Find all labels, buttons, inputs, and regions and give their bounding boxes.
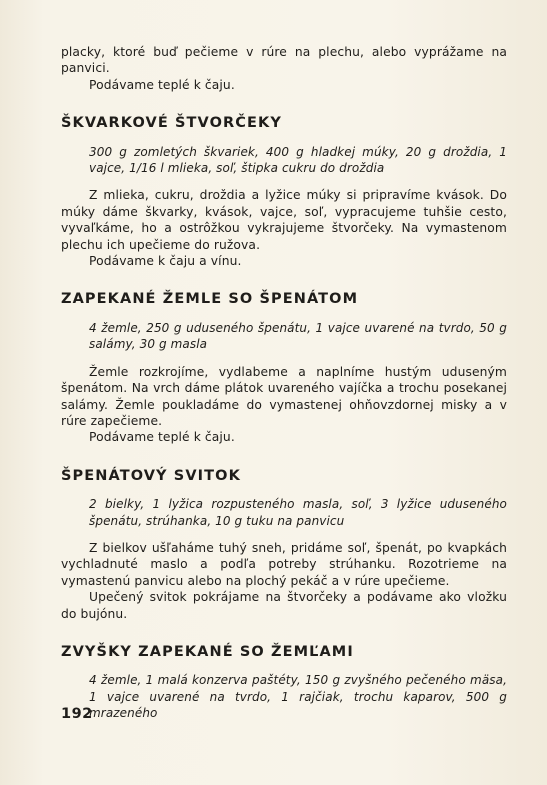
instructions-paragraph: Upečený svitok pokrájame na štvorčeky a podávame ako vložku do bujónu.: [61, 590, 507, 621]
recipe-skvarkove-stvorceky: [61, 115, 507, 269]
recipe-title: ZAPEKANÉ ŽEMLE SO ŠPENÁTOM: [61, 291, 359, 308]
page-number: 192: [61, 706, 93, 722]
ingredients-list: 2 bielky, 1 lyžica rozpusteného masla, soľ, 3 lyžice uduseného špenátu, strúhanka, 10 g tuku na panvicu: [89, 497, 507, 528]
serving-note: Podávame teplé k čaju.: [89, 77, 235, 92]
recipe-zvysky-zapekane: [61, 644, 507, 722]
ingredients-list: 4 žemle, 250 g uduseného špenátu, 1 vajce uvarené na tvrdo, 50 g salámy, 30 g masla: [89, 320, 507, 352]
recipe-title: ŠKVARKOVÉ ŠTVORČEKY: [61, 115, 282, 132]
recipe-zapekane-zemle: [61, 291, 507, 445]
recipe-title: ZVYŠKY ZAPEKANÉ SO ŽEMĽAMI: [61, 643, 354, 660]
continuation-text: placky, ktoré buď pečieme v rúre na plechu, alebo vyprážame na panvici.: [61, 45, 507, 76]
instructions-paragraph: Žemle rozkrojíme, vydlabeme a naplníme hustým uduseným špenátom. Na vrch dáme plátok uvareného vajíčka a trochu posekanej salámy. Žemle poukladáme do vymastenej ohňovzdornej misky a v rúre zapečieme.: [61, 364, 507, 428]
instructions-paragraph: Z mlieka, cukru, droždia a lyžice múky si pripravíme kvások. Do múky dáme škvarky, kvások, vajce, soľ, vypracujeme tuhšie cesto, vyvaľkáme, ho a ostrôžkou vykrajujeme štvorčeky. Na vymastenom plechu ich upečieme do ružova.: [61, 188, 507, 252]
recipe-title: ŠPENÁTOVÝ SVITOK: [61, 467, 241, 484]
instructions-paragraph: Z bielkov ušľaháme tuhý sneh, pridáme soľ, špenát, po kvapkách vychladnuté maslo a podľa potreby strúhanku. Rozotrieme na vymastenú panvicu alebo na plochý pekáč a v rúre upečieme.: [61, 540, 507, 588]
serving-note: Podávame teplé k čaju.: [89, 430, 235, 445]
ingredients-list: 4 žemle, 1 malá konzerva paštéty, 150 g zvyšného pečeného mäsa, 1 vajce uvarené na tvrdo, 1 rajčiak, trochu kaparov, 500 g mrazeného: [89, 673, 507, 721]
recipe-spenatovy-svitok: [61, 468, 507, 622]
page-content: [61, 44, 507, 733]
serving-note: Podávame k čaju a vínu.: [89, 254, 242, 269]
ingredients-list: 300 g zomletých škvariek, 400 g hladkej múky, 20 g droždia, 1 vajce, 1/16 l mlieka, soľ, štipka cukru do droždia: [89, 144, 507, 176]
